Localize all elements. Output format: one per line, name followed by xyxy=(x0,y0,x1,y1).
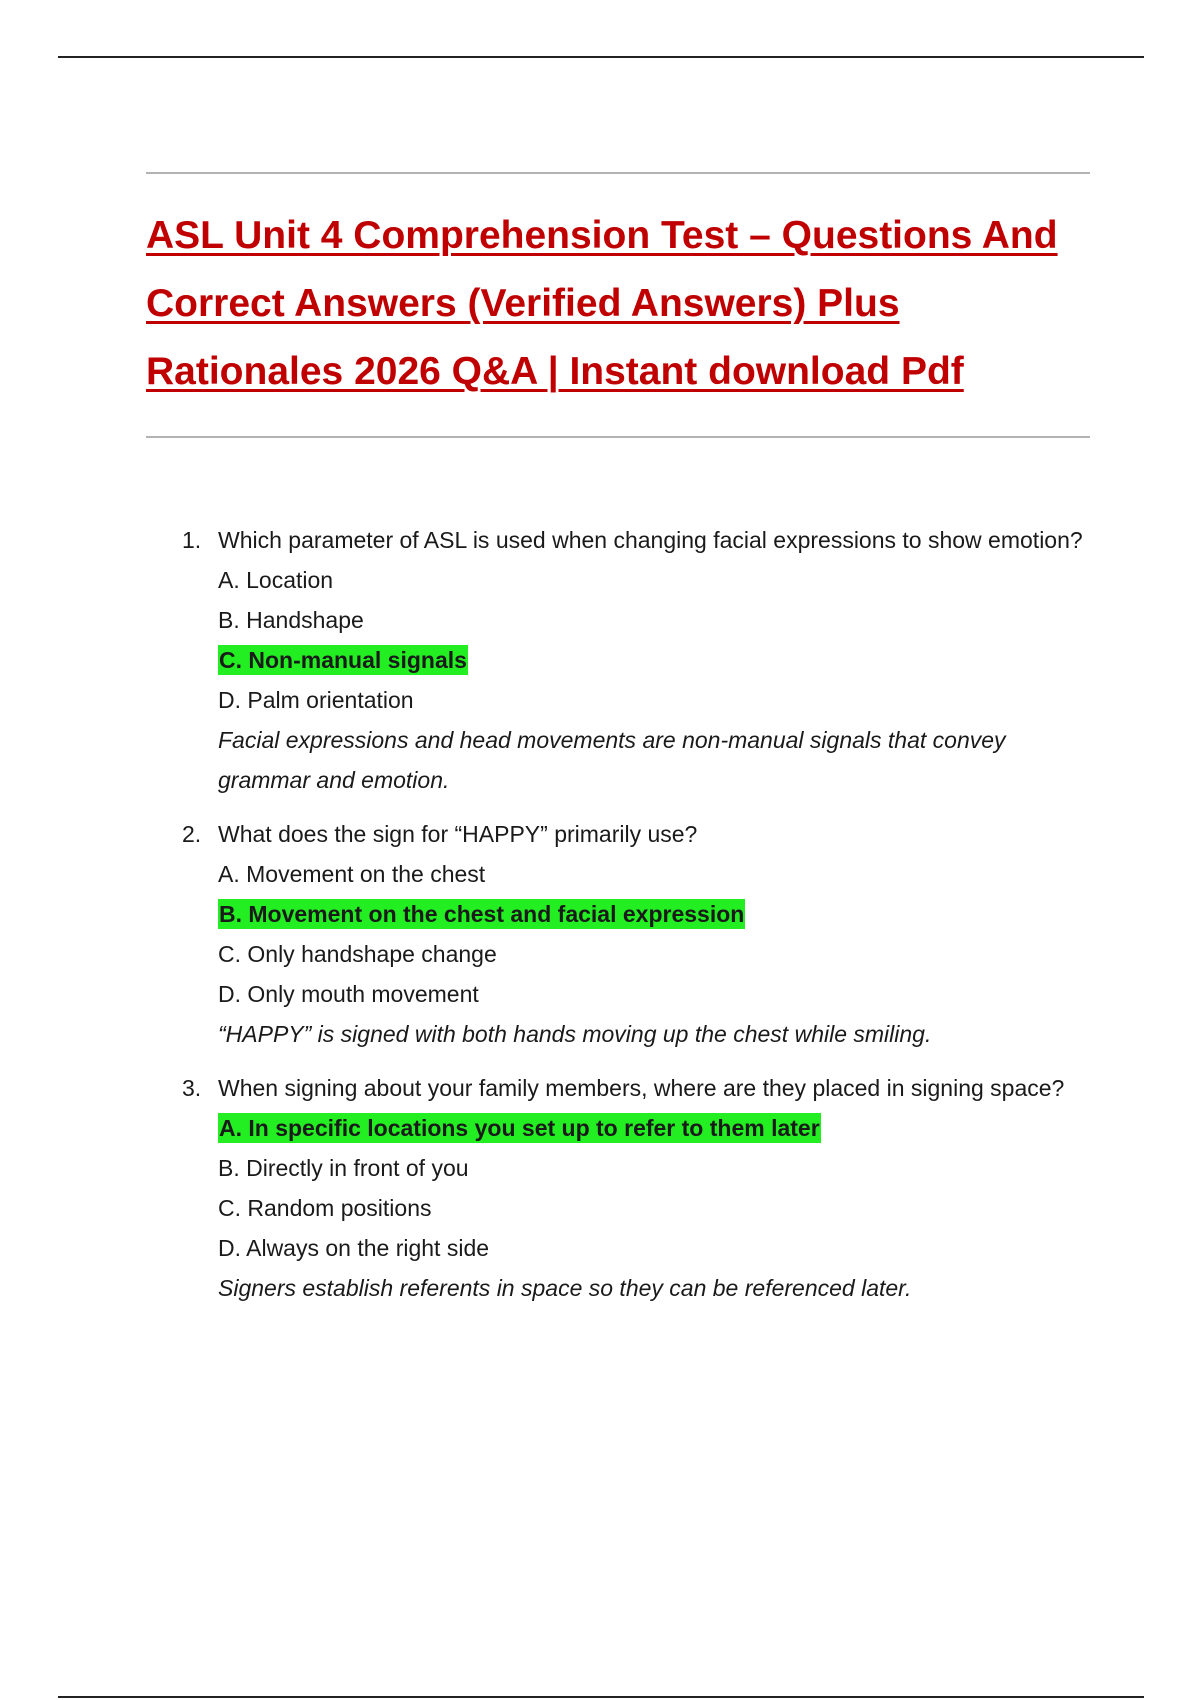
option-b: B. Handshape xyxy=(218,607,364,633)
title-bottom-divider xyxy=(146,436,1090,438)
question-number: 2. xyxy=(182,821,202,847)
option-b-correct xyxy=(218,894,1090,934)
option-b: B. Directly in front of you xyxy=(218,1155,469,1181)
page-top-rule xyxy=(58,56,1144,58)
question-list xyxy=(146,520,1090,1308)
question-number: 1. xyxy=(182,527,202,553)
option-a: A. Movement on the chest xyxy=(218,861,486,887)
question-text: When signing about your family members, where are they placed in signing space? xyxy=(218,1075,1065,1101)
document-body xyxy=(146,172,1090,1322)
option-d: D. Palm orientation xyxy=(218,687,414,713)
question-item xyxy=(146,1068,1090,1308)
option-a-correct xyxy=(218,1108,1090,1148)
title-block xyxy=(146,174,1090,436)
option-d: D. Always on the right side xyxy=(218,1235,490,1261)
question-item xyxy=(146,814,1090,1054)
question-item xyxy=(146,520,1090,800)
rationale-text: Facial expressions and head movements are non-manual signals that convey grammar and emotion. xyxy=(218,727,1006,793)
option-a: A. Location xyxy=(218,567,334,593)
question-text: Which parameter of ASL is used when changing facial expressions to show emotion? xyxy=(218,527,1083,553)
document-title: ASL Unit 4 Comprehension Test – Questions And Correct Answers (Verified Answers) Plus Rationales 2026 Q&A | Instant download Pdf xyxy=(146,214,1058,393)
option-d: D. Only mouth movement xyxy=(218,981,479,1007)
correct-answer-highlight: B. Movement on the chest and facial expression xyxy=(219,901,745,927)
option-c: C. Random positions xyxy=(218,1195,432,1221)
rationale-text: “HAPPY” is signed with both hands moving up the chest while smiling. xyxy=(218,1021,932,1047)
rationale-text: Signers establish referents in space so they can be referenced later. xyxy=(218,1275,912,1301)
question-number: 3. xyxy=(182,1075,202,1101)
option-c: C. Only handshape change xyxy=(218,941,497,967)
correct-answer-highlight: A. In specific locations you set up to refer to them later xyxy=(219,1115,820,1141)
correct-answer-highlight: C. Non-manual signals xyxy=(219,647,467,673)
page-bottom-rule xyxy=(58,1696,1144,1698)
question-text: What does the sign for “HAPPY” primarily use? xyxy=(218,821,698,847)
option-c-correct xyxy=(218,640,1090,680)
